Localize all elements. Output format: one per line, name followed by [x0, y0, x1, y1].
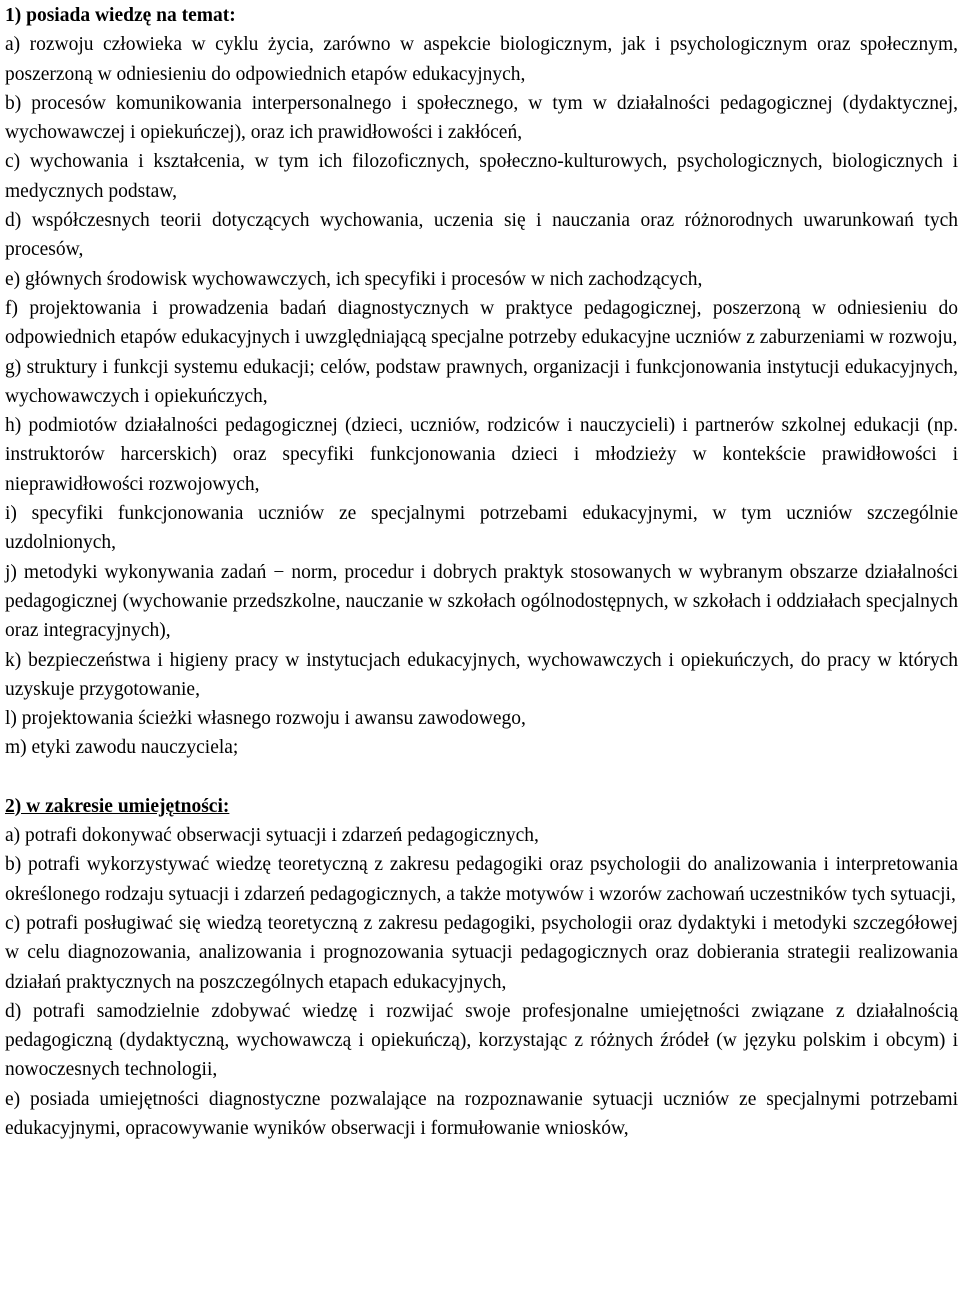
document-page: [5, 1, 958, 1143]
list-item: i) specyfiki funkcjonowania uczniów ze specjalnymi potrzebami edukacyjnymi, w tym uczniów szczególnie uzdolnionych,: [5, 503, 958, 554]
list-item: k) bezpieczeństwa i higieny pracy w instytucjach edukacyjnych, wychowawczych i opiekuńczych, do pracy w których uzyskuje przygotowanie,: [5, 649, 958, 700]
list-item: b) potrafi wykorzystywać wiedzę teoretyczną z zakresu pedagogiki oraz psychologii do analizowania i interpretowania określonego rodzaju sytuacji i zdarzeń pedagogicznych, a także motywów i wzorów zachowań uczestników tych sytuacji,: [5, 854, 958, 905]
list-item: j) metodyki wykonywania zadań − norm, procedur i dobrych praktyk stosowanych w wybranym obszarze działalności pedagogicznej (wychowanie przedszkolne, nauczanie w szkołach ogólnodostępnych, w szkołach i oddziałach specjalnych oraz integracyjnych),: [5, 561, 958, 642]
list-item: c) wychowania i kształcenia, w tym ich filozoficznych, społeczno-kulturowych, psychologicznych, biologicznych i medycznych podstaw,: [5, 151, 958, 202]
list-item: g) struktury i funkcji systemu edukacji; celów, podstaw prawnych, organizacji i funkcjonowania instytucji edukacyjnych, wychowawczych i opiekuńczych,: [5, 356, 958, 407]
list-item: f) projektowania i prowadzenia badań diagnostycznych w praktyce pedagogicznej, poszerzoną w odniesieniu do odpowiednich etapów edukacyjnych i uwzględniającą specjalne potrzeby edukacyjne uczniów z zaburzeniami w rozwoju,: [5, 297, 958, 349]
list-item: d) współczesnych teorii dotyczących wychowania, uczenia się i nauczania oraz różnorodnych uwarunkowań tych procesów,: [5, 210, 958, 261]
list-item: c) potrafi posługiwać się wiedzą teoretyczną z zakresu pedagogiki, psychologii oraz dydaktyki i metodyki szczegółowej w celu diagnozowania, analizowania i prognozowania sytuacji pedagogicznych oraz dobierania strategii realizowania działań praktycznych na poszczególnych etapach edukacyjnych,: [5, 912, 958, 993]
section-skills: [5, 792, 958, 1144]
section-heading: 1) posiada wiedzę na temat:: [5, 5, 236, 26]
list-item: h) podmiotów działalności pedagogicznej (dzieci, uczniów, rodziców i nauczycieli) i partnerów szkolnej edukacji (np. instruktorów harcerskich) oraz specyfiki funkcjonowania dzieci i młodzieży w kontekście prawidłowości i nieprawidłowości rozwojowych,: [5, 415, 958, 495]
list-item: d) potrafi samodzielnie zdobywać wiedzę i rozwijać swoje profesjonalne umiejętności związane z działalnością pedagogiczną (dydaktyczną, wychowawczą i opiekuńczą), korzystając z różnych źródeł (w języku polskim i obcym) i nowoczesnych technologii,: [5, 1000, 958, 1081]
list-item: e) głównych środowisk wychowawczych, ich specyfiki i procesów w nich zachodzących,: [5, 268, 703, 290]
list-item: a) rozwoju człowieka w cyklu życia, zarówno w aspekcie biologicznym, jak i psychologicznym oraz społecznym, poszerzoną w odniesieniu do odpowiednich etapów edukacyjnych,: [5, 34, 958, 85]
list-item: a) potrafi dokonywać obserwacji sytuacji i zdarzeń pedagogicznych,: [5, 825, 539, 847]
list-item: b) procesów komunikowania interpersonalnego i społecznego, w tym w działalności pedagogicznej (dydaktycznej, wychowawczej i opiekuńczej), oraz ich prawidłowości i zakłóceń,: [5, 92, 958, 144]
section-heading: 2) w zakresie umiejętności:: [5, 795, 230, 817]
section-knowledge: [5, 1, 958, 763]
list-item: m) etyki zawodu nauczyciela;: [5, 737, 239, 759]
list-item: e) posiada umiejętności diagnostyczne pozwalające na rozpoznawanie sytuacji uczniów ze specjalnymi potrzebami edukacyjnymi, opracowywanie wyników obserwacji i formułowanie wniosków,: [5, 1088, 958, 1139]
list-item: l) projektowania ścieżki własnego rozwoju i awansu zawodowego,: [5, 708, 526, 730]
